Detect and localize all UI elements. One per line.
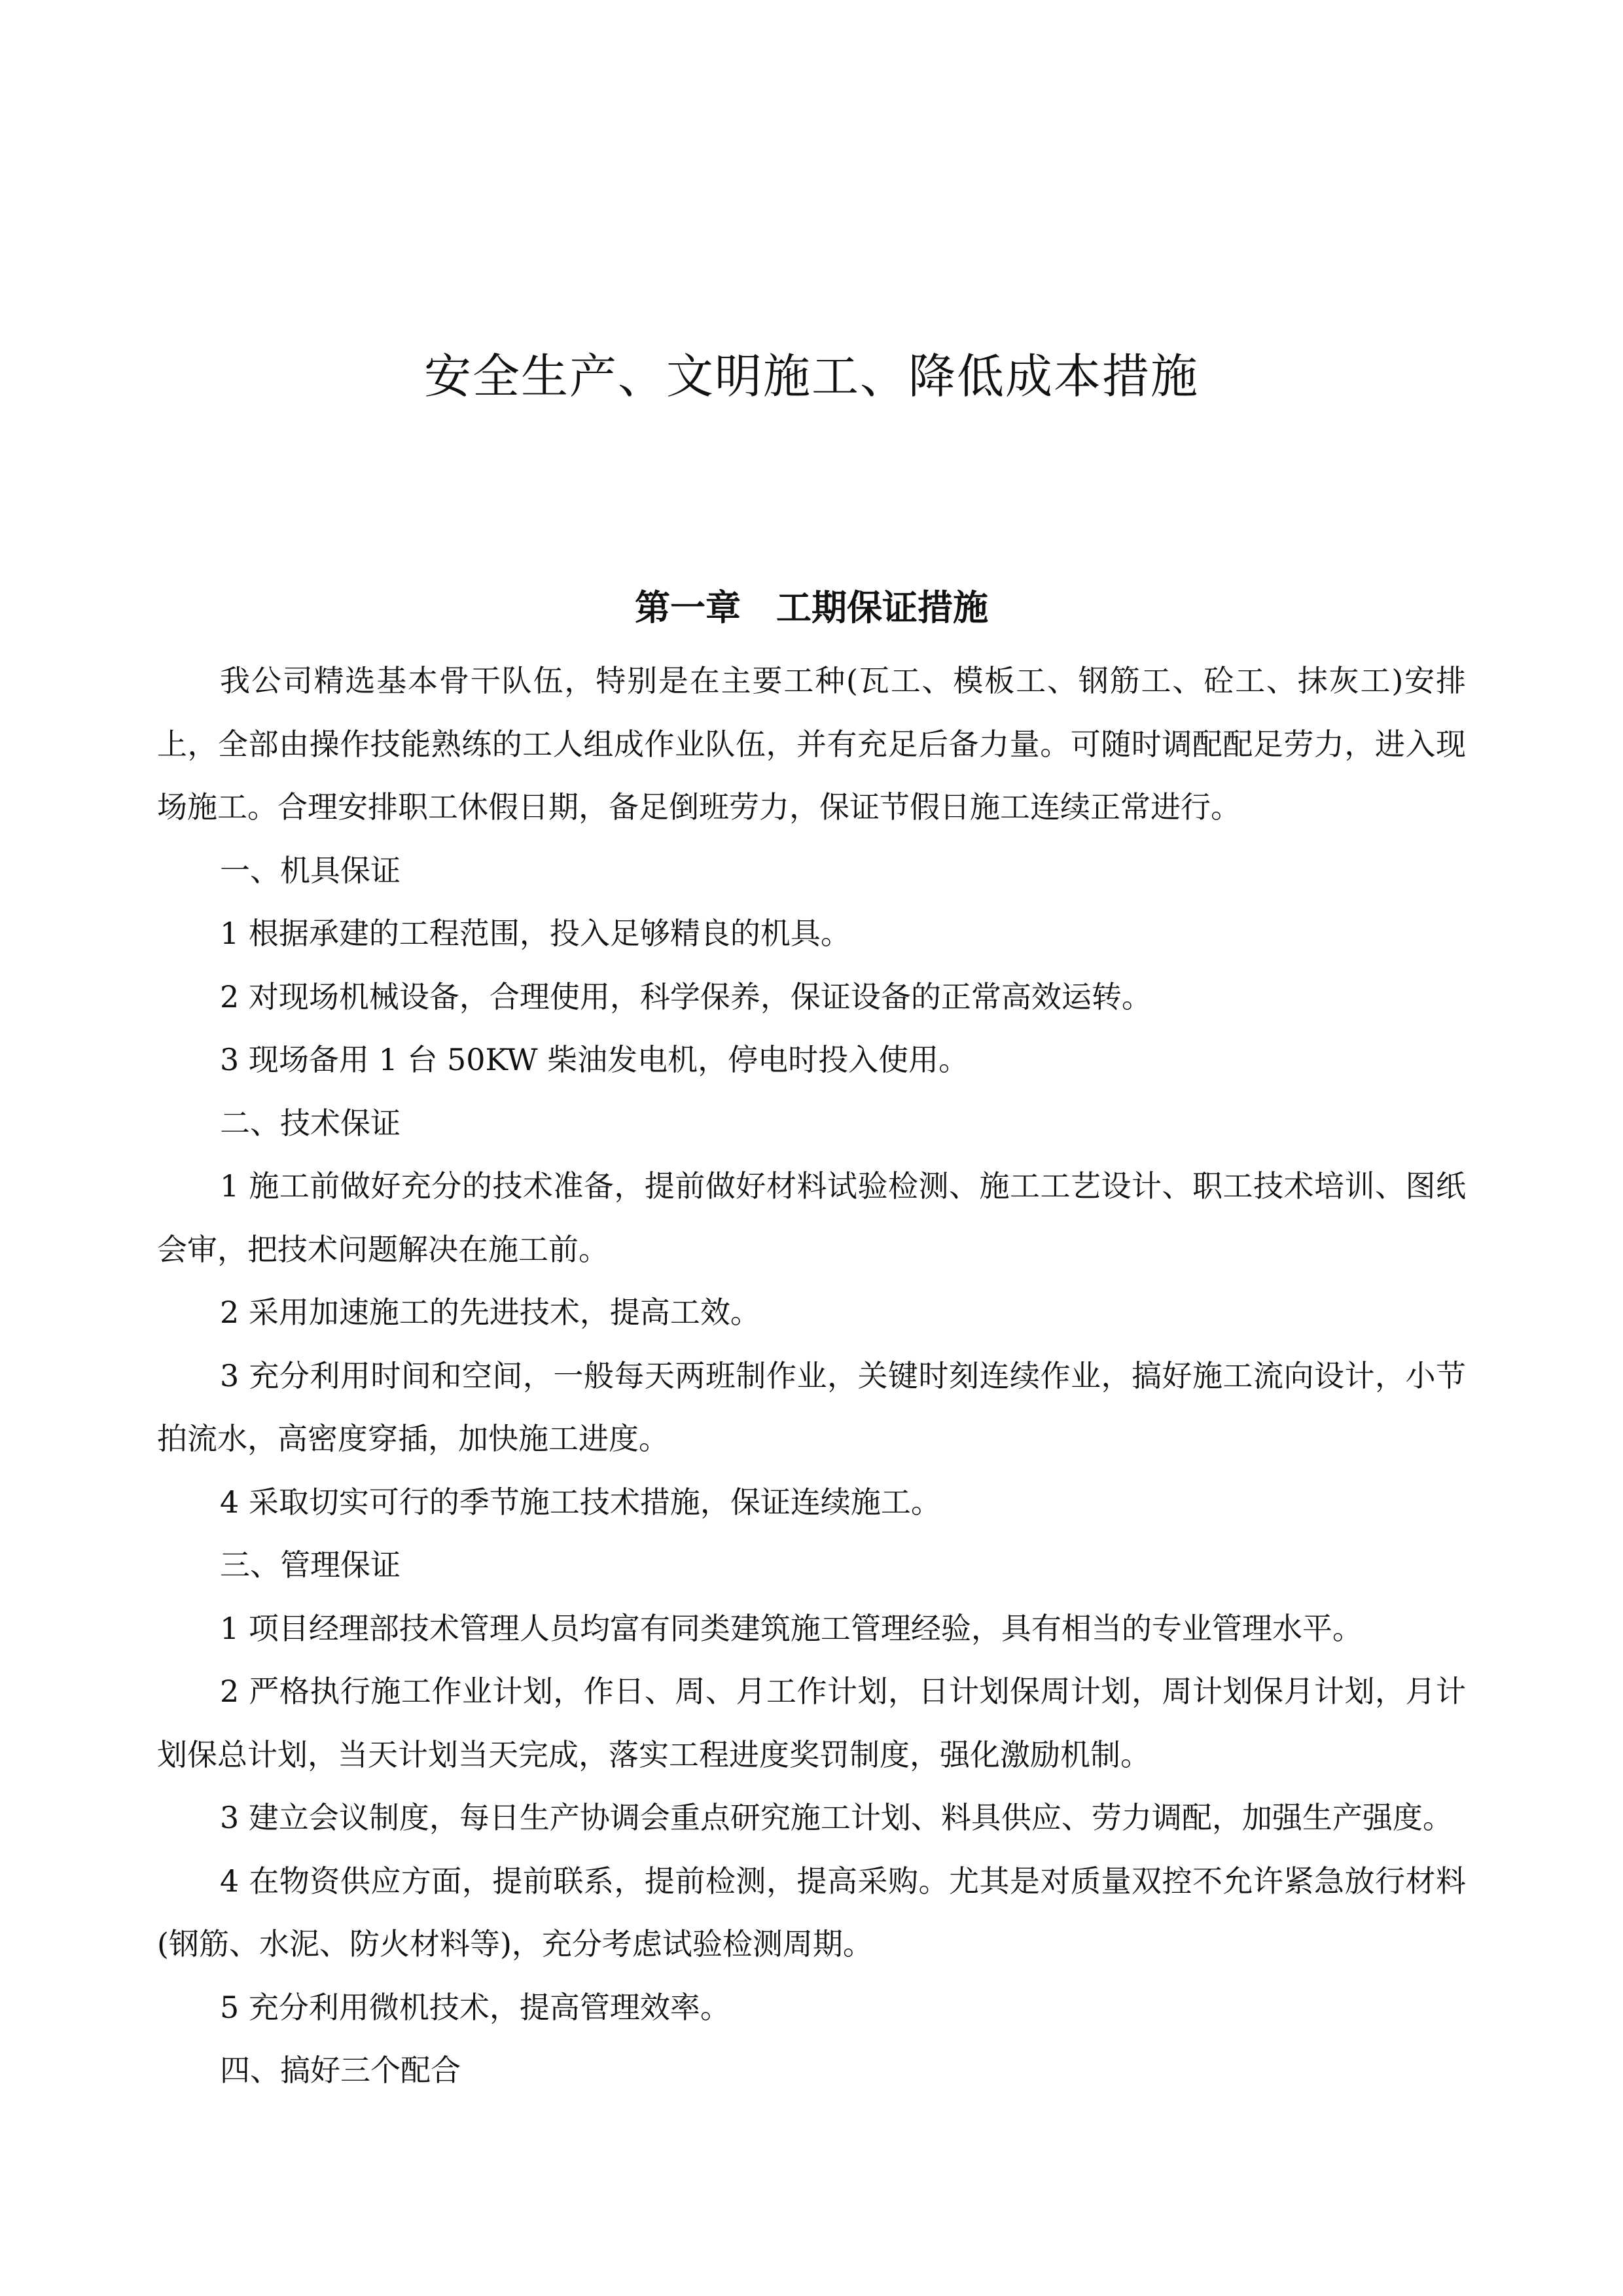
- list-item: 4 采取切实可行的季节施工技术措施，保证连续施工。: [220, 1484, 941, 1520]
- chapter-title: 第一章 工期保证措施: [635, 587, 988, 628]
- document-title: 安全生产、文明施工、降低成本措施: [423, 349, 1199, 404]
- list-item: 2 采用加速施工的先进技术，提高工效。: [220, 1295, 760, 1330]
- list-item: 2 严格执行施工作业计划，作日、周、月工作计划，日计划保周计划，周计划保月计划，月计划保总计划，当天计划当天完成，落实工程进度奖罚制度，强化激励机制。: [157, 1674, 1466, 1772]
- list-item: 3 建立会议制度，每日生产协调会重点研究施工计划、料具供应、劳力调配，加强生产强度。: [220, 1800, 1453, 1835]
- list-item: 1 根据承建的工程范围，投入足够精良的机具。: [220, 916, 851, 951]
- section-heading: 二、技术保证: [220, 1105, 401, 1141]
- list-item: 4 在物资供应方面，提前联系，提前检测，提高采购。尤其是对质量双控不允许紧急放行材料(钢筋、水泥、防火材料等)，充分考虑试验检测周期。: [157, 1863, 1466, 1962]
- list-item: 1 项目经理部技术管理人员均富有同类建筑施工管理经验，具有相当的专业管理水平。: [220, 1610, 1363, 1646]
- list-item: 1 施工前做好充分的技术准备，提前做好材料试验检测、施工工艺设计、职工技术培训、图纸会审，把技术问题解决在施工前。: [157, 1168, 1466, 1267]
- section-heading: 一、机具保证: [220, 852, 401, 888]
- section-heading: 四、搞好三个配合: [220, 2053, 461, 2088]
- list-item: 3 充分利用时间和空间，一般每天两班制作业，关键时刻连续作业，搞好施工流向设计，小节拍流水，高密度穿插，加快施工进度。: [157, 1357, 1466, 1456]
- paragraph: 我公司精选基本骨干队伍，特别是在主要工种(瓦工、模板工、钢筋工、砼工、抹灰工)安排上，全部由操作技能熟练的工人组成作业队伍，并有充足后备力量。可随时调配配足劳力，进入现场施工。合理安排职工休假日期，备足倒班劳力，保证节假日施工连续正常进行。: [157, 663, 1466, 825]
- document-body: [157, 649, 1466, 2102]
- list-item: 5 充分利用微机技术，提高管理效率。: [220, 1989, 730, 2025]
- section-heading: 三、管理保证: [220, 1547, 401, 1583]
- list-item: 3 现场备用 1 台 50KW 柴油发电机，停电时投入使用。: [220, 1042, 969, 1077]
- list-item: 2 对现场机械设备，合理使用，科学保养，保证设备的正常高效运转。: [220, 978, 1152, 1014]
